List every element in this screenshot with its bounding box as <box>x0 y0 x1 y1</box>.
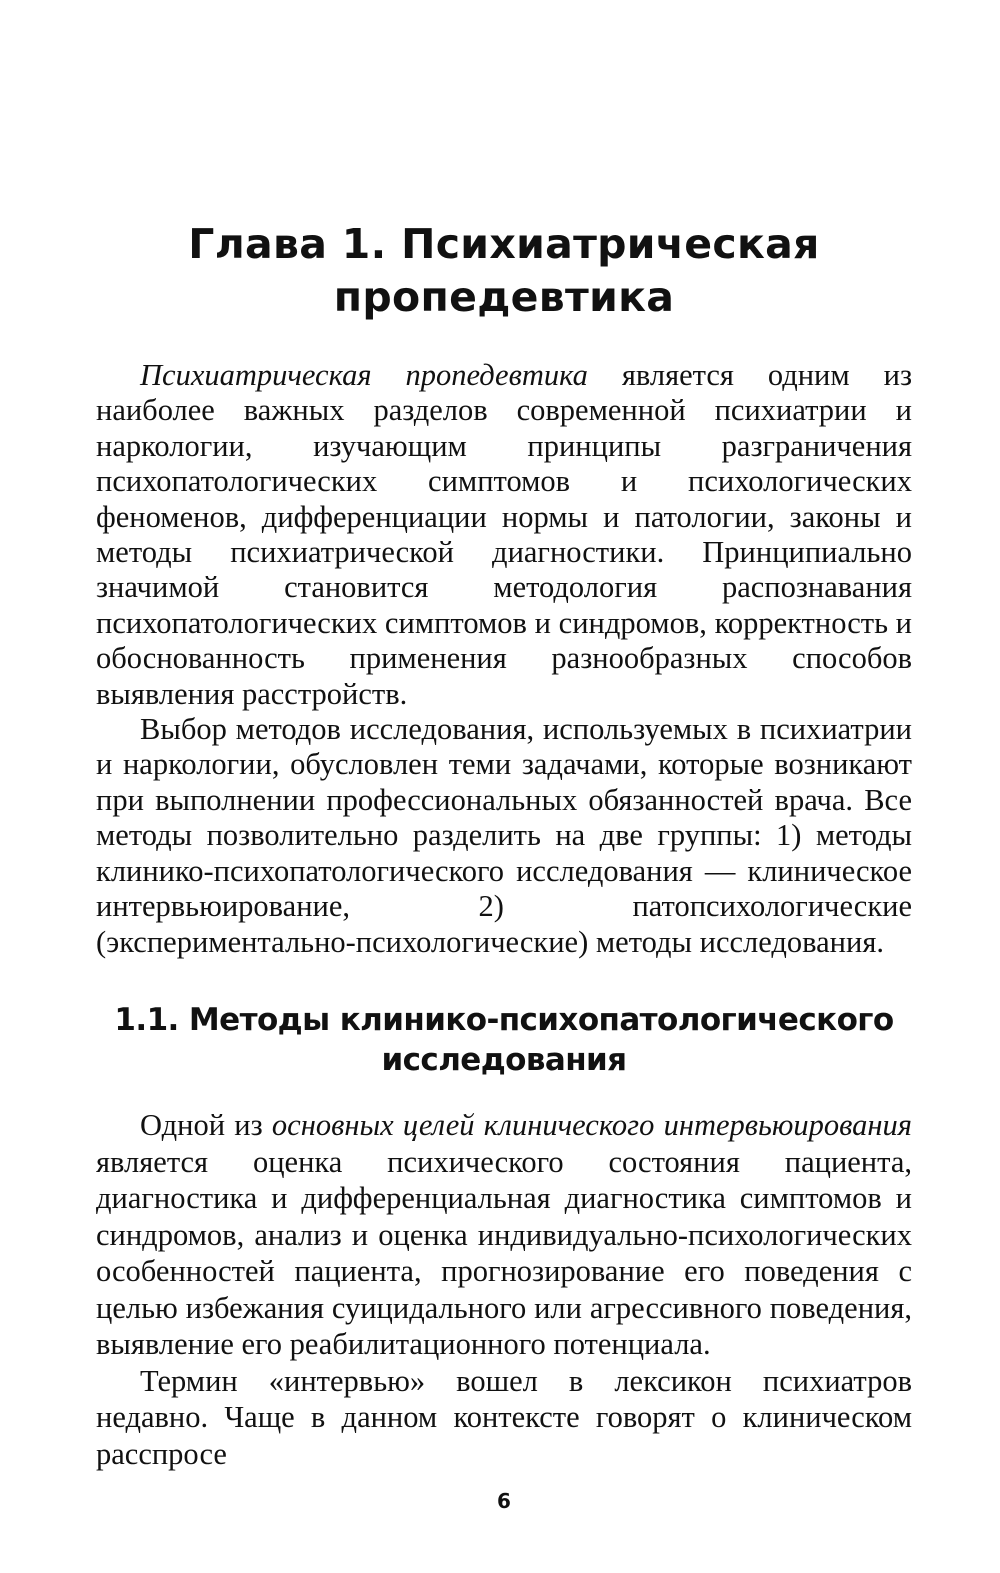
section-title <box>96 1000 912 1080</box>
book-page <box>96 0 912 1573</box>
section-paragraph-2-text: Термин «интервью» вошел в лексикон психиатров недавно. Чаще в данном контексте говорят о клиническом расспросе <box>96 1363 912 1471</box>
section-emphasis: основных целей клинического интервьюирования <box>271 1108 912 1142</box>
section-paragraph-1 <box>96 1107 912 1363</box>
intro-paragraph-2 <box>96 712 912 960</box>
section-title-line-1: 1.1. Методы клинико-психопатологического <box>114 1002 894 1038</box>
intro-paragraph-2-text: Выбор методов исследования, используемых в психиатрии и наркологии, обусловлен теми задачами, которые возникают при выполнении профессиональных обязанностей врача. Все методы позволительно разделить на две группы: 1) методы клинико-психопатологического исследования — клиническое интервьюирование, 2) патопсихологические (экспериментально-психологические) методы исследования. <box>96 712 912 959</box>
intro-paragraph-1 <box>96 358 912 712</box>
intro-paragraph-1-text: является одним из наиболее важных разделов современной психиатрии и наркологии, изучающим принципы разграничения психопатологических симптомов и психологических феноменов, дифференциации нормы и патологии, законы и методы психиатрической диагностики. Принципиально значимой становится методология распознавания психопатологических симптомов и синдромов, корректность и обоснованность применения разнообразных способов выявления расстройств. <box>96 358 912 711</box>
section-title-line-2: исследования <box>381 1042 627 1078</box>
section-text <box>96 1107 912 1472</box>
section-paragraph-2 <box>96 1363 912 1473</box>
section-paragraph-1-start: Одной из <box>140 1108 272 1142</box>
chapter-title <box>96 218 912 324</box>
chapter-title-line-2: пропедевтика <box>333 273 675 321</box>
chapter-title-line-1: Глава 1. Психиатрическая <box>188 220 820 268</box>
intro-text <box>96 358 912 960</box>
page-number: 6 <box>497 1489 511 1513</box>
intro-term: Психиатрическая пропедевтика <box>140 358 588 392</box>
section-paragraph-1-text: является оценка психического состояния пациента, диагностика и дифференциальная диагностика симптомов и синдромов, анализ и оценка индивидуально-психологических особенностей пациента, прогнозирование его поведения с целью избежания суицидального или агрессивного поведения, выявление его реабилитационного потенциала. <box>96 1144 912 1361</box>
